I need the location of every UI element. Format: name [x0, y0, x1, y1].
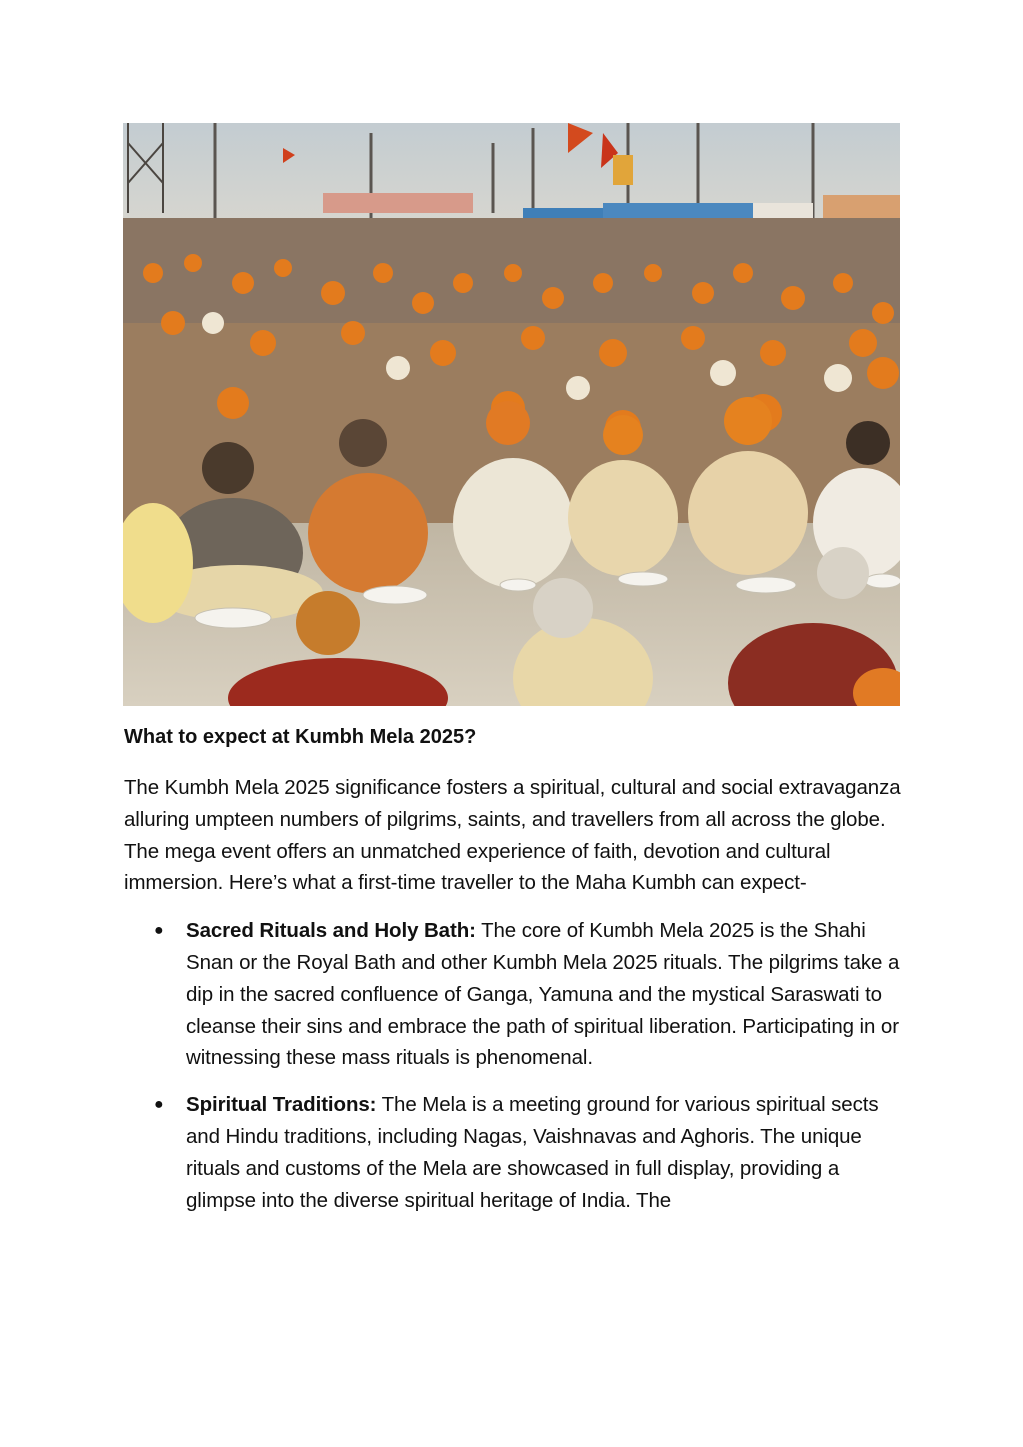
section-heading: What to expect at Kumbh Mela 2025? [124, 726, 477, 748]
bullet-icon: ● [154, 1096, 164, 1114]
bullet-icon: ● [154, 922, 164, 940]
list-item-text: The core of Kumbh Mela 2025 is the Shahi Snan or the Royal Bath and other Kumbh Mela 2025 rituals. The pilgrims take a dip in the sacred confluence of Ganga, Yamuna and the mystical Saraswati to cleanse their sins and embrace the path of spiritual liberation. Participating in or witnessing these mass rituals is phenomenal. [186, 919, 900, 1070]
kumbh-mela-photo [123, 123, 900, 706]
expectations-list [124, 915, 904, 1216]
list-item [124, 1089, 904, 1216]
article-body [124, 722, 904, 1231]
photo-illustration [123, 123, 900, 706]
list-item [124, 915, 904, 1074]
intro-paragraph: The Kumbh Mela 2025 significance fosters a spiritual, cultural and social extravaganza alluring umpteen numbers of pilgrims, saints, and travellers from all across the globe. The mega event offers an unmatched experience of faith, devotion and cultural immersion. Here’s what a first-time traveller to the Maha Kumbh can expect- [124, 776, 901, 895]
list-item-title: Sacred Rituals and Holy Bath: [186, 919, 476, 943]
list-item-text: The Mela is a meeting ground for various spiritual sects and Hindu traditions, including Nagas, Vaishnavas and Aghoris. The unique rituals and customs of the Mela are showcased in full display, providing a glimpse into the diverse spiritual heritage of India. The [186, 1093, 879, 1212]
list-item-title: Spiritual Traditions: [186, 1093, 377, 1117]
